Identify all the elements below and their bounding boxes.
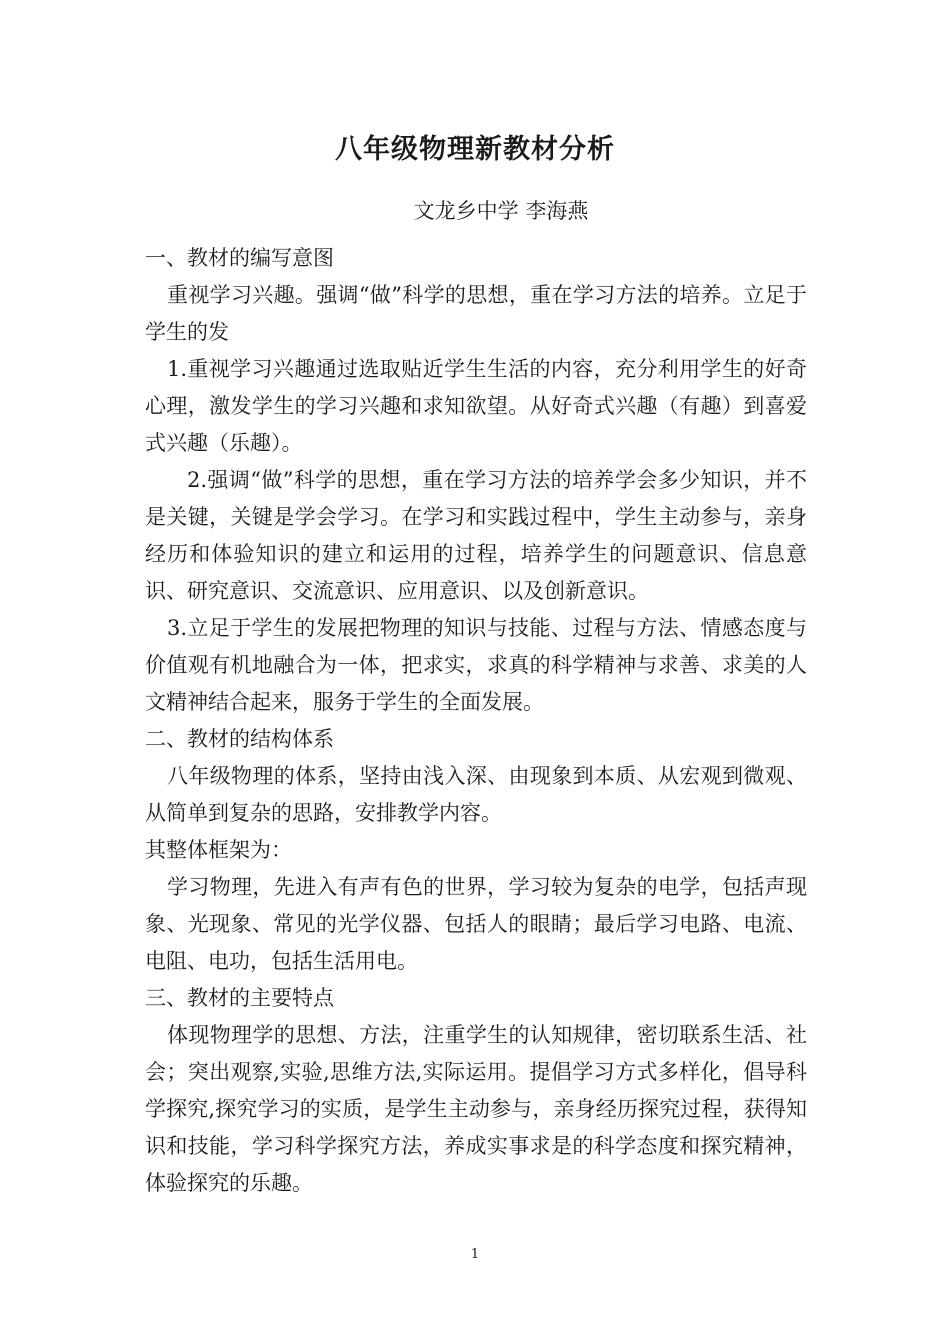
section-heading-features: 三、教材的主要特点 xyxy=(145,986,334,1010)
section-heading-structure: 二、教材的结构体系 xyxy=(145,727,334,751)
paragraph: 体现物理学的思想、方法，注重学生的认知规律，密切联系生活、社会；突出观察,实验,思维方法,实际运用。提倡学习方式多样化，倡导科学探究,探究学习的实质，是学生主动参与，亲身经历探究过程，获得知识和技能，学习科学探究方法，养成实事求是的科学态度和探究精神，体验探究的乐趣。 xyxy=(145,1023,807,1195)
framework-label: 其整体框架为： xyxy=(145,838,292,862)
page-number: 1 xyxy=(470,1247,480,1262)
paragraph: 重视学习兴趣。强调“做”科学的思想，重在学习方法的培养。立足于学生的发 xyxy=(145,283,807,344)
section-heading-intent: 一、教材的编写意图 xyxy=(145,246,334,270)
paragraph: 八年级物理的体系，坚持由浅入深、由现象到本质、从宏观到微观、从简单到复杂的思路，安排教学内容。 xyxy=(145,764,807,825)
author-line: 文龙乡中学 李海燕 xyxy=(413,199,589,223)
paragraph: 1.重视学习兴趣通过选取贴近学生生活的内容，充分利用学生的好奇心理，激发学生的学习兴趣和求知欲望。从好奇式兴趣（有趣）到喜爱式兴趣（乐趣）。 xyxy=(145,357,807,455)
paragraph: 2.强调“做”科学的思想，重在学习方法的培养学会多少知识，并不是关键，关键是学会学习。在学习和实践过程中，学生主动参与，亲身经历和体验知识的建立和运用的过程，培养学生的问题意识、信息意识、研究意识、交流意识、应用意识、以及创新意识。 xyxy=(145,468,807,603)
document-body xyxy=(145,240,807,1202)
document-title: 八年级物理新教材分析 xyxy=(335,134,615,165)
paragraph: 3.立足于学生的发展把物理的知识与技能、过程与方法、情感态度与价值观有机地融合为一体，把求实，求真的科学精神与求善、求美的人文精神结合起来，服务于学生的全面发展。 xyxy=(145,616,807,714)
paragraph: 学习物理，先进入有声有色的世界，学习较为复杂的电学，包括声现象、光现象、常见的光学仪器、包括人的眼睛；最后学习电路、电流、电阻、电功，包括生活用电。 xyxy=(145,875,807,973)
